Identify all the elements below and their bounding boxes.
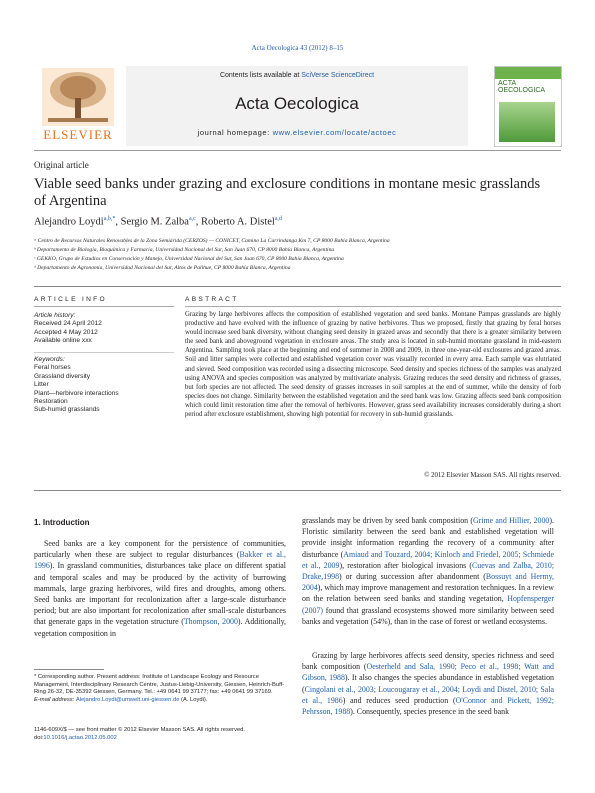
body-text: ), which may improve management and restoration techniques. In a review on the relation between seed banks and standing vegetation, bbox=[302, 583, 554, 604]
author-name: Sergio M. Zalba bbox=[120, 216, 189, 228]
issn-line: 1146-609X/$ — see front matter © 2012 Elsevier Masson SAS. All rights reserved. bbox=[34, 727, 246, 733]
body-text: grasslands may be driven by seed bank composition ( bbox=[302, 516, 474, 525]
cover-title-line1: ACTA bbox=[498, 80, 517, 87]
abstract-copyright: © 2012 Elsevier Masson SAS. All rights reserved. bbox=[424, 472, 561, 479]
author-affiliation-marker[interactable]: a,b,* bbox=[103, 216, 116, 222]
affiliation-b: ᵇ Departamento de Biología, Bioquímica y Farmacia, Universidad Nacional del Sur, San Juan 670, CP 8000 Bahía Blanca, Argentina bbox=[34, 247, 335, 253]
sciencedirect-link[interactable]: SciVerse ScienceDirect bbox=[301, 72, 375, 79]
abstract-text: Grazing by large herbivores affects the composition of established vegetation and seed banks. Montane Pampas grasslands are highly productive and have evolved with the influence of grazing by native herbivores. Thus we proposed, firstly that grazing by feral horses would increase seed bank diversity, without changing seed density in grazed areas and secondly that there is a greater similarity between the seed bank and aboveground vegetation in exclosure areas. The study area is located in sub-humid montane grassland in mid-eastern Argentina. Sampling took place at the beginning and end of summer in 2008 and 2009, in three one-year-old exclosures and grazed areas. Soil and litter samples were collected and established vegetation cover was visually recorded in every area. Each sample was elutriated and sieved. Seed composition was recorded using a dissecting microscope. Seed density and species richness of the samples was analyzed using ANOVA and species composition was analyzed by multivariate analysis. Grazing reduces the seed density and richness of grasses, but forb species are not affected. The seed density of grasses increases in soil samples at the end of summer, while the density of forb species does not change. Similarity between the established vegetation and the seed bank was low. Grazing affects seed bank composition which could limit restoration time after the removal of herbivores. However, grass seed availability increases considerably during a short period after exclosure establishment, showing high potential for recovery in sub-humid grasslands. bbox=[185, 311, 561, 419]
body-text: ). It also changes the species abundance in established vegetation ( bbox=[302, 673, 554, 694]
history-label: Article history: bbox=[34, 312, 76, 319]
footnote-text: * Corresponding author. Present address: Institute of Landscape Ecology and Resource Management, Interdisciplinary Research Centre, Justus-Liebig-University, Giessen, Heinrich-Buff-Ring 26-32, DE-35392 Giessen, Germany. Tel.: +49 0641 99 37177; fax: +49 0641 99 37169. bbox=[34, 674, 285, 696]
doi-prefix: doi: bbox=[34, 735, 44, 741]
cover-title bbox=[498, 80, 558, 94]
author-list: Alejandro Loydi$^{a,b,*}$, Sergio M. Zalba$^{a,c}$, Roberto A. Distel$^{a,d}$ bbox=[34, 216, 283, 228]
abstract-divider bbox=[185, 306, 561, 307]
publisher-name: ELSEVIER bbox=[43, 127, 113, 142]
keywords-divider bbox=[34, 352, 174, 353]
email-label: E-mail address: bbox=[34, 696, 76, 703]
article-title: Viable seed banks under grazing and exclosure conditions in montane mesic grasslands of Argentina bbox=[34, 176, 541, 209]
affiliation-d: ᵈ Departamento de Agronomía, Universidad Nacional del Sur, Altos de Palihue, CP 8000 Bahía Blanca, Argentina bbox=[34, 265, 291, 271]
received-date: Received 24 April 2012 bbox=[34, 320, 102, 328]
journal-homepage bbox=[126, 128, 468, 137]
article-info-heading: ARTICLE INFO bbox=[34, 296, 107, 303]
contents-line bbox=[126, 72, 468, 79]
article-history bbox=[34, 312, 174, 346]
body-text: Grazing by large herbivores affects seed density, species richness and seed bank composition ( bbox=[302, 651, 554, 672]
body-text: ). Floristic similarity between the seed bank and established vegetation will provide insight information regarding the recovery of a community after disturbance ( bbox=[302, 516, 554, 559]
section-divider bbox=[34, 286, 561, 287]
footnote-divider bbox=[34, 669, 104, 670]
journal-cover-image bbox=[494, 66, 562, 147]
reference-link[interactable]: Amiaud and Touzard, 2004; Kinloch and Friedel, 2005; Schmiede et al., 2009 bbox=[302, 549, 554, 570]
author-affiliation-marker[interactable]: a,d bbox=[274, 216, 283, 222]
email-suffix: (A. Loydi). bbox=[179, 696, 208, 703]
journal-title: Acta Oecologica bbox=[235, 94, 359, 113]
corresponding-author-footnote bbox=[34, 674, 286, 704]
keyword-item: Litter bbox=[34, 381, 49, 389]
doi-line bbox=[34, 734, 117, 742]
abstract-end-divider bbox=[34, 490, 561, 491]
body-text: found that grassland ecosystems showed more similarity between seed banks and vegetation (54%), than in the case of forest or wetland ecosystems. bbox=[302, 605, 554, 626]
reference-link[interactable]: Hopfensperger (2007) bbox=[302, 594, 554, 615]
body-text: ). In grassland communities, disturbances take place on different spatial and temporal scales and may be produced by the activity of burrowing mammals, large grazing herbivores, wild fires and droughts, among others. Seed banks are important for recolonization after a large-scale disturbance period; but are also important for recolonization after small-scale disturbances that generate gaps in the vegetation structure ( bbox=[34, 561, 286, 627]
intro-right-paragraph bbox=[302, 515, 554, 627]
homepage-prefix: journal homepage: bbox=[197, 128, 273, 137]
reference-link[interactable]: Bakker et al., 1996 bbox=[34, 550, 286, 571]
contents-prefix: Contents lists available at bbox=[219, 72, 302, 79]
doi-link[interactable]: 10.1016/j.actao.2012.05.002 bbox=[43, 735, 117, 741]
article-type: Original article bbox=[34, 160, 89, 170]
header-divider bbox=[34, 150, 561, 151]
reference-link[interactable]: Thompson, 2000 bbox=[183, 617, 238, 627]
affiliation-a: ᵃ Centro de Recursos Naturales Renovables de la Zona Semiárida (CERZOS) — CONICET, Camino La Carrindanga Km 7, CP 8000 Bahía Blanca, Argentina bbox=[34, 238, 390, 244]
keyword-item: Grassland diversity bbox=[34, 372, 91, 380]
cover-picture bbox=[499, 102, 555, 142]
author-name: Roberto A. Distel bbox=[201, 216, 275, 228]
reference-link[interactable]: Cingolani et al., 2003; Loucougaray et al., 2004; Loydi and Distel, 2010; Sala et al., 1986 bbox=[302, 684, 554, 705]
body-text: ). Consequently, species presence in the seed bank bbox=[350, 707, 510, 717]
reference-link[interactable]: Oesterheld and Sala, 1990; Peco et al., 1998; Watt and Gibson, 1988 bbox=[302, 662, 554, 683]
homepage-link[interactable]: www.elsevier.com/locate/actoec bbox=[272, 128, 397, 137]
intro-left-paragraph bbox=[34, 538, 286, 639]
abstract-heading: ABSTRACT bbox=[185, 296, 239, 303]
cover-title-line2: OECOLOGICA bbox=[498, 87, 546, 94]
online-date: Available online xxx bbox=[34, 337, 92, 345]
elsevier-logo bbox=[34, 66, 122, 144]
journal-citation[interactable]: Acta Oecologica 43 (2012) 8–15 bbox=[251, 44, 344, 52]
keyword-item: Plant—herbivore interactions bbox=[34, 389, 119, 397]
keywords-label: Keywords: bbox=[34, 356, 65, 363]
elsevier-tree-icon bbox=[42, 68, 114, 126]
introduction-heading: 1. Introduction bbox=[34, 518, 90, 527]
reference-link[interactable]: O'Connor and Pickett, 1992; Pehrsson, 1988 bbox=[302, 695, 554, 717]
article-info-divider bbox=[34, 306, 174, 307]
body-text: ) or during succession after abandonment ( bbox=[339, 572, 486, 582]
body-text: ) and reduces seed production ( bbox=[342, 695, 456, 705]
reference-link[interactable]: Bossuyt and Hermy, 2004 bbox=[302, 572, 554, 593]
keywords-block bbox=[34, 356, 174, 415]
keyword-item: Restoration bbox=[34, 398, 68, 406]
cover-band bbox=[495, 67, 561, 79]
body-text: Seed banks are a key component for the persistence of communities, particularly when these are subject to regular disturbances ( bbox=[34, 539, 286, 560]
reference-link[interactable]: Cuevas and Zalba, 2010; Drake,1998 bbox=[302, 560, 555, 582]
accepted-date: Accepted 4 May 2012 bbox=[34, 328, 98, 336]
reference-link[interactable]: Grime and Hillier, 2000 bbox=[473, 516, 550, 525]
keyword-item: Sub-humid grasslands bbox=[34, 406, 100, 414]
body-text: ). Additionally, vegetation composition in bbox=[34, 617, 286, 638]
author-name: Alejandro Loydi bbox=[34, 216, 104, 228]
email-link[interactable]: Alejandro.Loydi@umwelt.uni-giessen.de bbox=[75, 696, 180, 703]
keyword-item: Feral horses bbox=[34, 364, 71, 372]
intro-right-paragraph-2 bbox=[302, 650, 554, 717]
affiliation-c: ᶜ GEKKO, Grupo de Estudios en Conservación y Manejo, Universidad Nacional del Sur, San Juan 670, CP 8000 Bahía Blanca, Argentina bbox=[34, 256, 344, 262]
author-affiliation-marker[interactable]: a,c bbox=[188, 216, 196, 222]
body-text: ), restoration after biological invasions ( bbox=[339, 560, 473, 570]
